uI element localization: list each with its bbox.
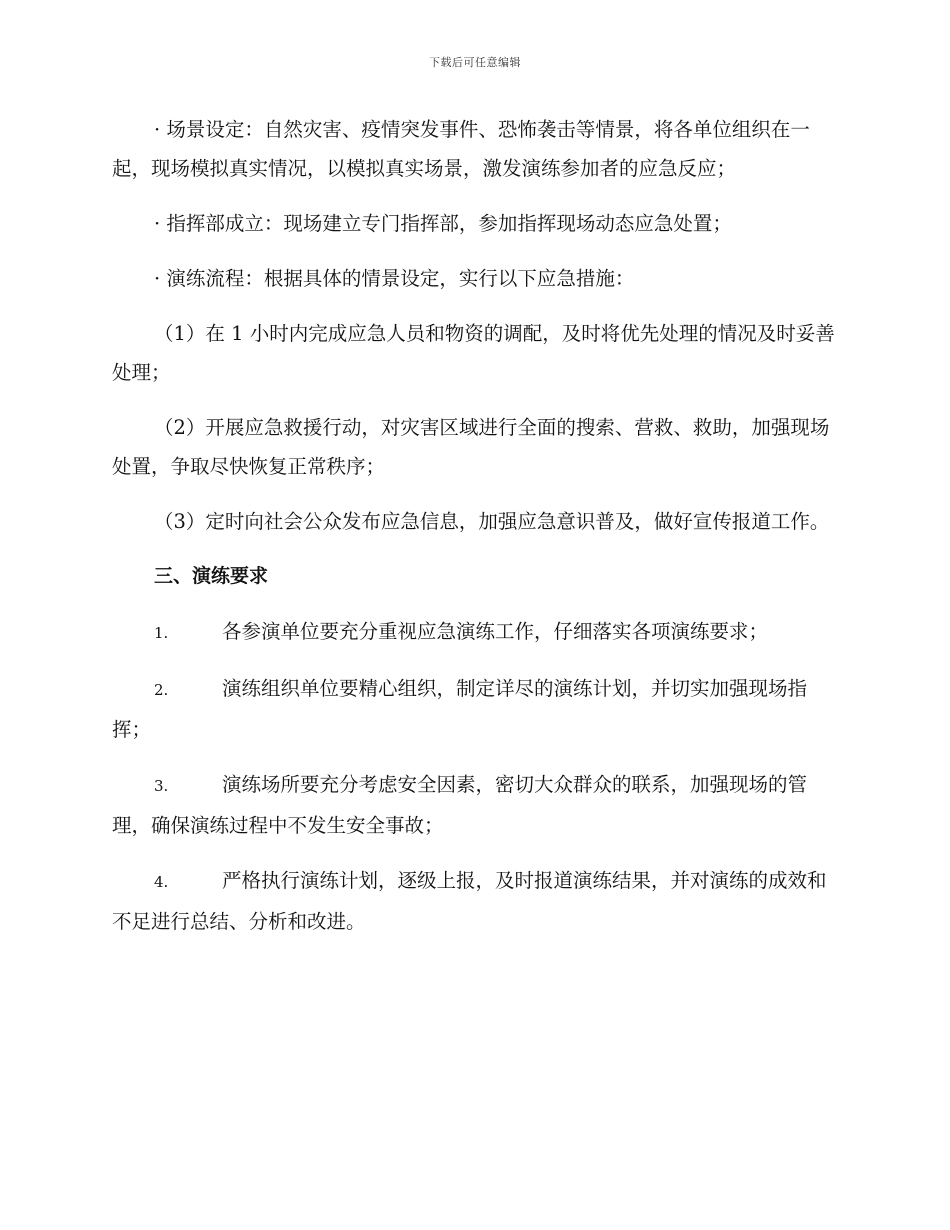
paragraph-measure-3: （3）定时向社会公众发布应急信息，加强应急意识普及，做好宣传报道工作。 bbox=[154, 510, 830, 533]
requirement-item bbox=[112, 765, 842, 845]
requirement-text: 演练组织单位要精心组织，制定详尽的演练计划，并切实加强现场指挥； bbox=[112, 677, 808, 741]
requirement-text: 演练场所要充分考虑安全因素，密切大众群众的联系，加强现场的管理，确保演练过程中不发生安全事故； bbox=[112, 773, 808, 837]
requirement-item bbox=[112, 612, 842, 653]
requirement-text: 严格执行演练计划，逐级上报，及时报道演练结果，并对演练的成效和不足进行总结、分析和改进。 bbox=[112, 869, 827, 933]
paragraph-drill-process: · 演练流程：根据具体的情景设定，实行以下应急措施： bbox=[154, 267, 635, 290]
requirement-number: 3. bbox=[154, 777, 169, 795]
paragraph-measure-2: （2）开展应急救援行动，对灾害区域进行全面的搜索、营救、救助，加强现场处置，争取尽快恢复正常秩序； bbox=[112, 416, 830, 478]
paragraph-scenario: · 场景设定：自然灾害、疫情突发事件、恐怖袭击等情景，将各单位组织在一起，现场模拟真实情况，以模拟真实场景，激发演练参加者的应急反应； bbox=[112, 118, 810, 180]
paragraph-command-post: · 指挥部成立：现场建立专门指挥部，参加指挥现场动态应急处置； bbox=[154, 212, 732, 235]
requirement-item bbox=[112, 861, 842, 941]
paragraph-measure-1: （1）在 1 小时内完成应急人员和物资的调配，及时将优先处理的情况及时妥善处理； bbox=[112, 322, 835, 384]
section-heading: 三、演练要求 bbox=[154, 565, 269, 587]
requirement-number: 1. bbox=[154, 624, 169, 642]
requirement-text: 各参演单位要充分重视应急演练工作，仔细落实各项演练要求； bbox=[222, 620, 769, 643]
requirement-number: 4. bbox=[154, 873, 169, 891]
page-header: 下载后可任意编辑 bbox=[429, 56, 521, 69]
requirement-item bbox=[112, 669, 842, 749]
document-body bbox=[112, 110, 842, 957]
requirement-number: 2. bbox=[154, 681, 169, 699]
